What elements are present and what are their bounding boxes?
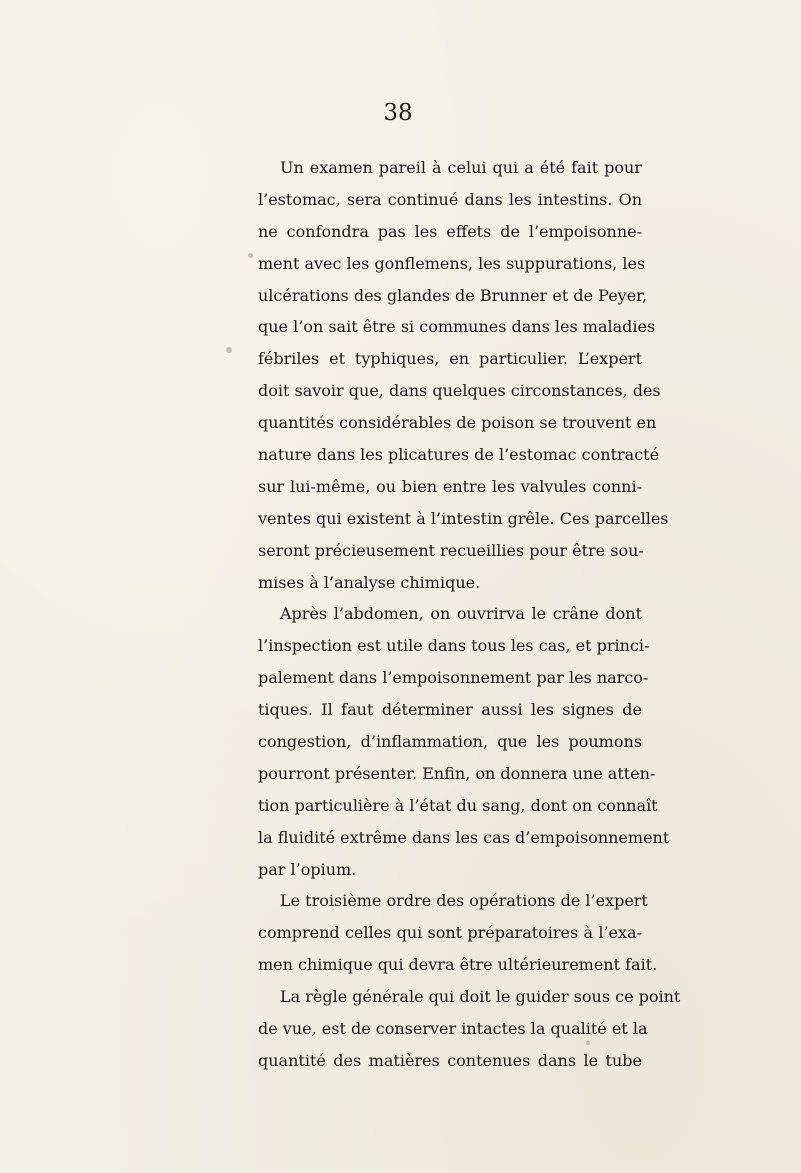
text-line: men chimique qui devra être ultérieurement fait. bbox=[258, 955, 658, 975]
text-line: fébriles et typhiques, en particulier. L’expert bbox=[258, 349, 642, 369]
text-line: la fluidité extrême dans les cas d’empoisonnement bbox=[258, 827, 670, 847]
text-line: quantité des matières contenues dans le tube bbox=[258, 1050, 642, 1070]
text-line: par l’opium. bbox=[258, 859, 357, 879]
text-line: comprend celles qui sont préparatoires à l’exa- bbox=[258, 923, 642, 943]
text-line: ne confondra pas les effets de l’empoisonne- bbox=[258, 221, 642, 241]
text-line: quantités considérables de poison se trouvent en bbox=[258, 413, 657, 433]
text-line: Le troisième ordre des opérations de l’expert bbox=[280, 891, 648, 911]
text-line: de vue, est de conserver intactes la qualité et la bbox=[258, 1019, 648, 1039]
text-line: mises à l’analyse chimique. bbox=[258, 572, 481, 592]
paper-speck bbox=[248, 253, 253, 258]
text-line: palement dans l’empoisonnement par les narco- bbox=[258, 668, 649, 688]
text-line: Après l’abdomen, on ouvrirva le crâne dont bbox=[280, 604, 642, 624]
text-line: congestion, d’inflammation, que les poumons bbox=[258, 732, 642, 752]
text-line: que l’on sait être si communes dans les maladies bbox=[258, 317, 656, 337]
text-line: nature dans les plicatures de l’estomac contracté bbox=[258, 445, 660, 465]
text-line: La règle générale qui doit le guider sous ce point bbox=[280, 987, 681, 1007]
text-line: ment avec les gonflemens, les suppurations, les bbox=[258, 253, 646, 273]
text-line: pourront présenter. Enfin, on donnera une atten- bbox=[258, 763, 656, 783]
text-line: ulcérations des glandes de Brunner et de Peyer, bbox=[258, 285, 648, 305]
text-line: tion particulière à l’état du sang, dont on connaît bbox=[258, 795, 658, 815]
text-line: doit savoir que, dans quelques circonstances, des bbox=[258, 381, 661, 401]
text-line: seront précieusement recueillies pour être sou- bbox=[258, 540, 644, 560]
text-line: sur lui-même, ou bien entre les valvules conni- bbox=[258, 476, 642, 496]
body-text bbox=[258, 152, 681, 1077]
page-number: 38 bbox=[383, 100, 413, 126]
text-line: Un examen pareil à celui qui a été fait pour bbox=[280, 158, 642, 177]
text-line: l’estomac, sera continué dans les intestins. On bbox=[258, 189, 642, 209]
paper-speck bbox=[226, 347, 232, 353]
text-line: l’inspection est utile dans tous les cas, et princi- bbox=[258, 636, 650, 656]
text-line: ventes qui existent à l’intestin grêle. Ces parcelles bbox=[258, 508, 669, 528]
text-line: tiques. Il faut déterminer aussi les signes de bbox=[258, 700, 642, 720]
